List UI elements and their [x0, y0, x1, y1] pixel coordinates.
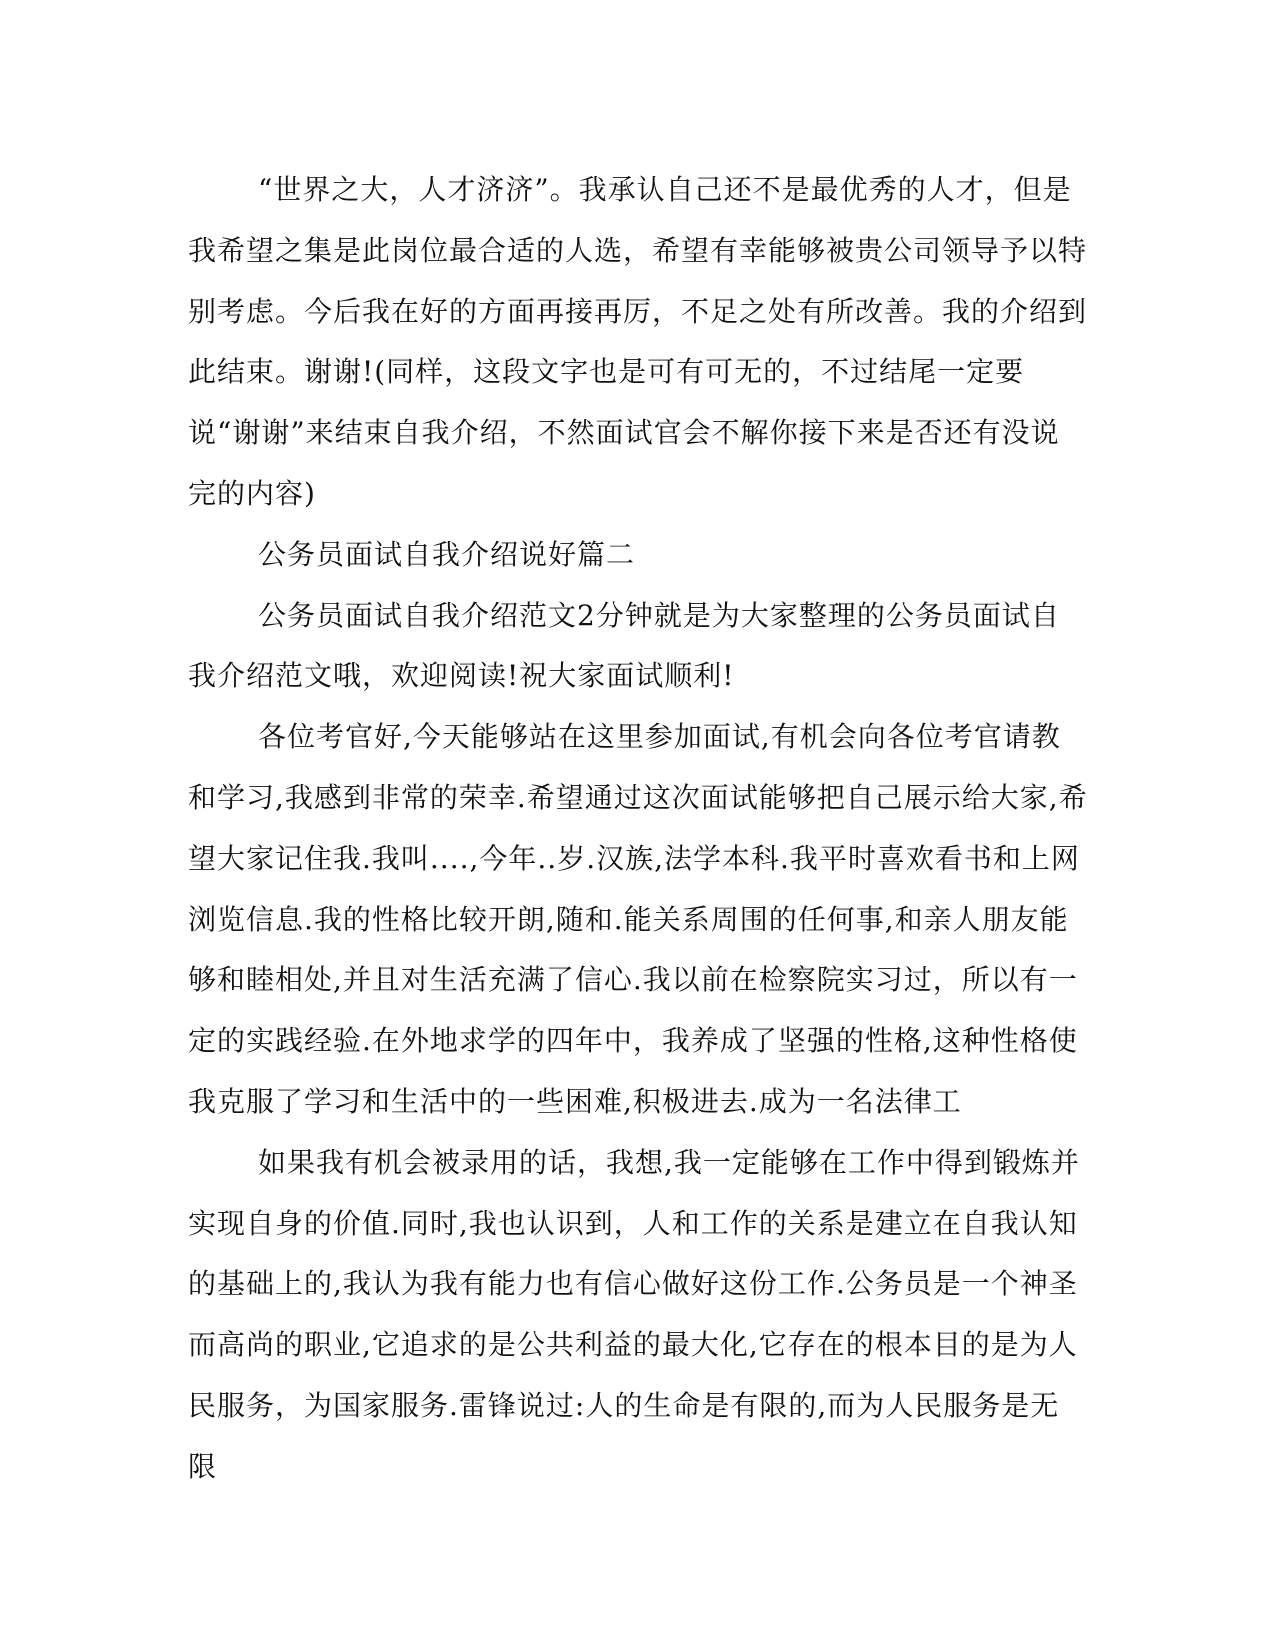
- body-text: [188, 160, 1088, 1498]
- paragraph-self-introduction: 各位考官好,今天能够站在这里参加面试,有机会向各位考官请教和学习,我感到非常的荣幸.希望通过这次面试能够把自己展示给大家,希望大家记住我.我叫....,今年..岁.汉族,法学本科.我平时喜欢看书和上网浏览信息.我的性格比较开朗,随和.能关系周围的任何事,和亲人朋友能够和睦相处,并且对生活充满了信心.我以前在检察院实习过，所以有一定的实践经验.在外地求学的四年中，我养成了坚强的性格,这种性格使我克服了学习和生活中的一些困难,积极进去.成为一名法律工: [188, 720, 1088, 1118]
- paragraph-career-goals: 如果我有机会被录用的话，我想,我一定能够在工作中得到锻炼并实现自身的价值.同时,我也认识到，人和工作的关系是建立在自我认知的基础上的,我认为我有能力也有信心做好这份工作.公务员是一个神圣而高尚的职业,它追求的是公共利益的最大化,它存在的根本目的是为人民服务，为国家服务.雷锋说过:人的生命是有限的,而为人民服务是无限: [188, 1145, 1080, 1483]
- paragraph-intro: 公务员面试自我介绍范文2分钟就是为大家整理的公务员面试自我介绍范文哦，欢迎阅读!祝大家面试顺利!: [188, 598, 1060, 693]
- paragraph-closing-remarks: “世界之大，人才济济”。我承认自己还不是最优秀的人才，但是我希望之集是此岗位最合适的人选，希望有幸能够被贵公司领导予以特别考虑。今后我在好的方面再接再厉，不足之处有所改善。我的介绍到此结束。谢谢!(同样，这段文字也是可有可无的，不过结尾一定要说“谢谢”来结束自我介绍，不然面试官会不解你接下来是否还有没说完的内容): [188, 173, 1088, 510]
- section-heading: 公务员面试自我介绍说好篇二: [258, 537, 636, 571]
